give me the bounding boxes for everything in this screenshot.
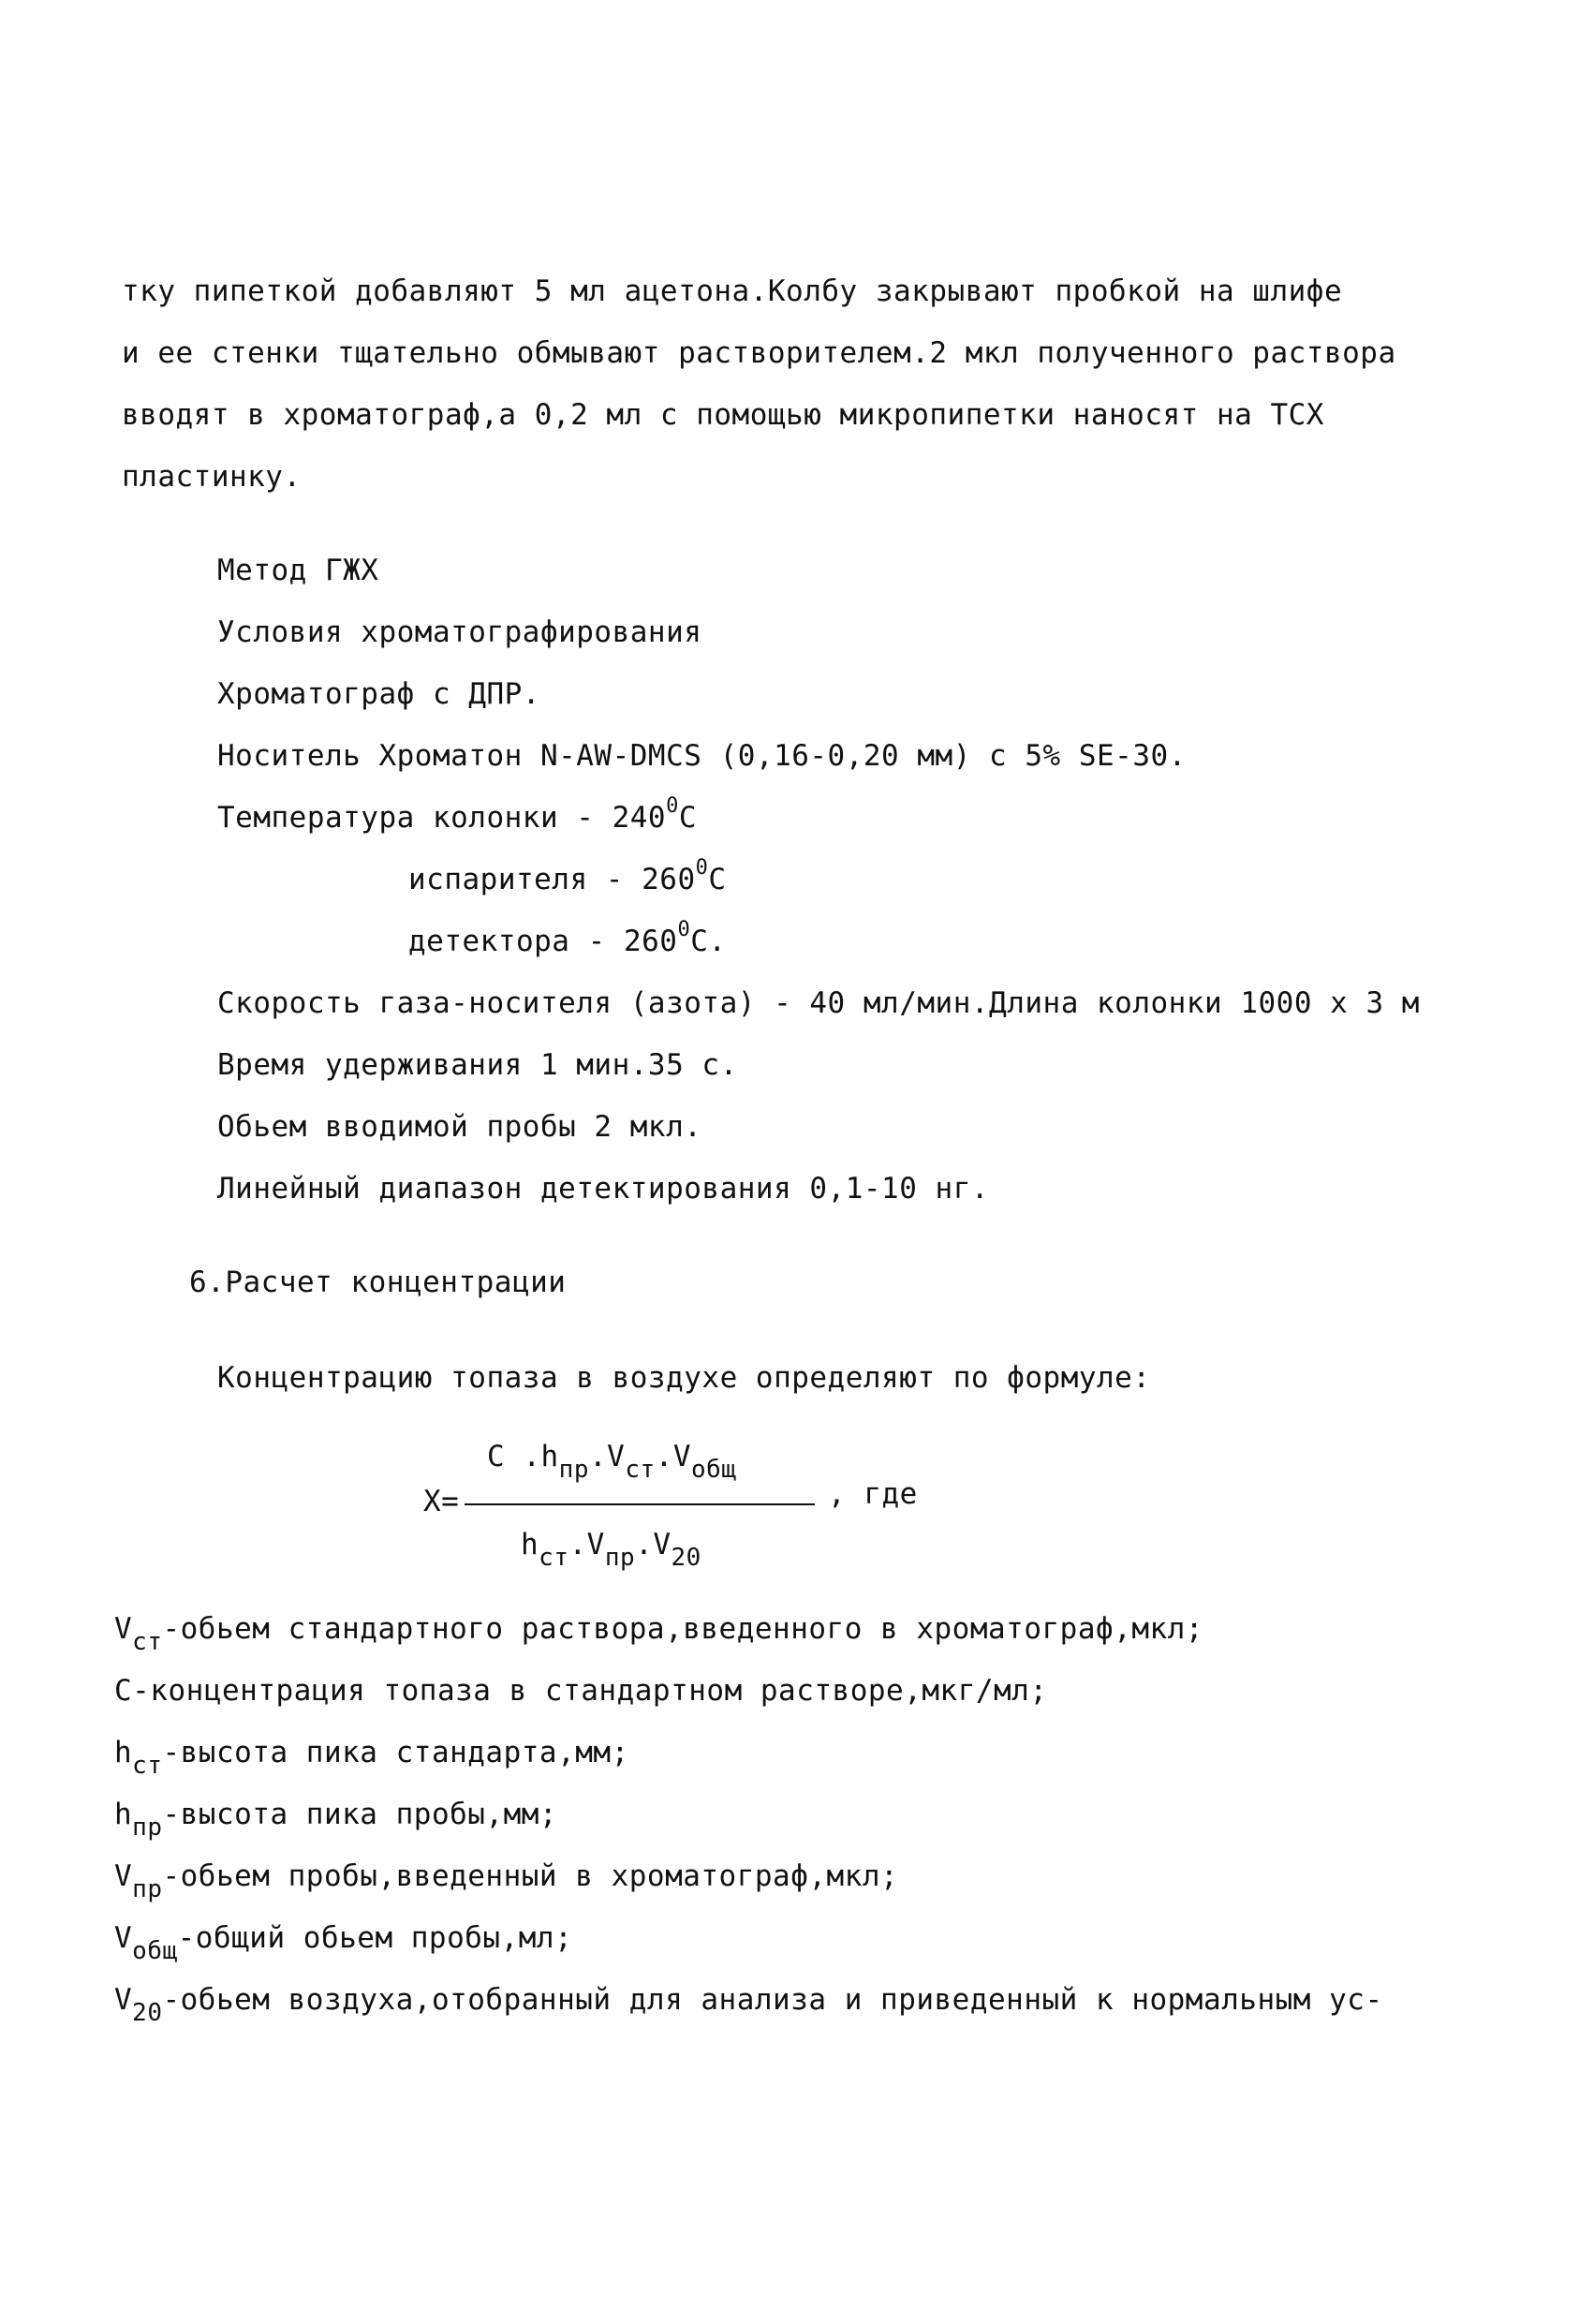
- formula-where: , где: [828, 1477, 918, 1511]
- definition-h-pr: [114, 1798, 558, 1842]
- def-text: -обьем стандартного раствора,введенного в хроматограф,мкл;: [162, 1612, 1203, 1646]
- def-text: -концентрация топаза в стандартном растворе,мкг/мл;: [132, 1674, 1048, 1708]
- sample-volume-line: Обьем вводимой пробы 2 мкл.: [217, 1110, 702, 1144]
- definition-v-pr: [114, 1859, 899, 1903]
- definition-v-st: [114, 1612, 1203, 1656]
- formula-c: С: [487, 1440, 506, 1473]
- gas-speed-line: Скорость газа-носителя (азота) - 40 мл/мин.Длина колонки 1000 х 3 м: [217, 986, 1420, 1020]
- formula-denominator: [521, 1528, 701, 1572]
- def-subscript: ст: [132, 1628, 163, 1656]
- calc-heading: 6.Расчет концентрации: [189, 1266, 567, 1299]
- unit-celsius: C.: [690, 925, 727, 958]
- calc-intro: Концентрацию топаза в воздухе определяют по формуле:: [217, 1361, 1151, 1395]
- chromatograph-line: Хроматограф с ДПР.: [217, 677, 540, 711]
- def-symbol: h: [114, 1798, 133, 1831]
- intro-line-3: вводят в хроматограф,а 0,2 мл с помощью микропипетки наносят на ТСХ: [122, 398, 1324, 432]
- formula-h: h: [521, 1528, 539, 1562]
- degree-mark: 0: [695, 856, 709, 880]
- formula-dot: .: [635, 1528, 654, 1562]
- def-subscript: 20: [132, 1999, 163, 2027]
- def-text: -высота пика пробы,мм;: [162, 1798, 558, 1831]
- def-text: -высота пика стандарта,мм;: [162, 1736, 629, 1769]
- formula-v: V: [607, 1440, 626, 1473]
- intro-line-4: пластинку.: [122, 460, 302, 494]
- fraction-bar: [465, 1503, 815, 1505]
- formula-dot: .: [568, 1528, 587, 1562]
- def-symbol: V: [114, 1983, 133, 2017]
- temp-detector-label: детектора - 260: [408, 925, 678, 958]
- formula-sub-pr: пр: [558, 1456, 589, 1484]
- temp-detector-line: [408, 918, 727, 958]
- formula-h: .h: [523, 1440, 559, 1473]
- intro-line-2: и ее стенки тщательно обмывают растворителем.2 мкл полученного раствора: [122, 336, 1396, 370]
- unit-celsius: C: [678, 801, 698, 835]
- def-text: -общий обьем пробы,мл;: [177, 1921, 573, 1955]
- definition-v-obsh: [114, 1921, 573, 1965]
- formula-sub-pr: пр: [604, 1544, 636, 1572]
- temp-evaporator-label: испарителя - 260: [408, 863, 696, 896]
- def-text: -обьем воздуха,отобранный для анализа и приведенный к нормальным ус-: [162, 1983, 1383, 2017]
- formula-v: V: [672, 1440, 691, 1473]
- definition-h-st: [114, 1736, 629, 1780]
- formula-dot: .: [655, 1440, 673, 1473]
- def-symbol: С: [114, 1674, 133, 1708]
- definition-v-20: [114, 1983, 1383, 2027]
- formula-sub-20: 20: [671, 1544, 701, 1572]
- method-title: Метод ГЖХ: [217, 554, 379, 587]
- def-subscript: пр: [132, 1813, 163, 1842]
- formula-v: V: [653, 1528, 672, 1562]
- def-symbol: V: [114, 1859, 133, 1893]
- retention-line: Время удерживания 1 мин.35 с.: [217, 1048, 738, 1082]
- degree-mark: 0: [666, 794, 679, 818]
- formula-lhs: Х=: [423, 1485, 460, 1518]
- intro-line-1: тку пипеткой добавляют 5 мл ацетона.Колбу закрывают пробкой на шлифе: [122, 274, 1343, 308]
- def-symbol: h: [114, 1736, 133, 1769]
- formula-v: V: [586, 1528, 605, 1562]
- linear-range-line: Линейный диапазон детектирования 0,1-10 нг.: [217, 1172, 990, 1206]
- formula-sub-st: ст: [539, 1544, 569, 1572]
- conditions-title: Условия хроматографирования: [217, 615, 702, 649]
- formula-numerator: [487, 1440, 737, 1484]
- temp-column-label: Температура колонки - 240: [217, 801, 667, 835]
- unit-celsius: C: [708, 863, 727, 896]
- def-symbol: V: [114, 1612, 133, 1646]
- def-subscript: общ: [132, 1937, 178, 1965]
- def-text: -обьем пробы,введенный в хроматограф,мкл;: [162, 1859, 899, 1893]
- carrier-line: Носитель Хроматон N-AW-DMCS (0,16-0,20 мм) с 5% SE-30.: [217, 739, 1187, 773]
- temp-column-line: [217, 794, 698, 835]
- def-subscript: пр: [132, 1875, 163, 1903]
- formula-sub-obsh: общ: [690, 1456, 737, 1484]
- definition-c: [114, 1674, 1048, 1708]
- temp-evaporator-line: [408, 856, 727, 896]
- formula-dot: .: [588, 1440, 608, 1473]
- def-subscript: ст: [132, 1752, 163, 1780]
- formula-sub-st: ст: [625, 1456, 656, 1484]
- degree-mark: 0: [677, 918, 691, 941]
- def-symbol: V: [114, 1921, 133, 1955]
